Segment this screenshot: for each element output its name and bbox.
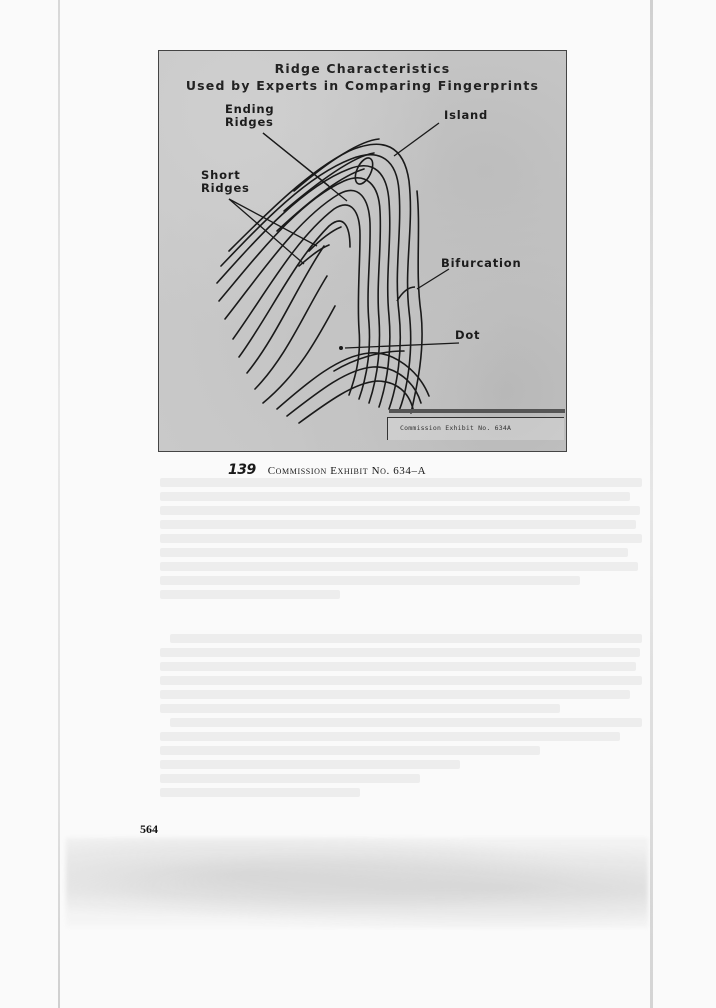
show-through-line xyxy=(160,648,640,657)
show-through-line xyxy=(160,548,628,557)
scan-smudge xyxy=(66,838,648,928)
show-through-line xyxy=(170,718,642,727)
show-through-line xyxy=(160,506,640,515)
exhibit-title-line-1: Ridge Characteristics xyxy=(274,61,451,76)
show-through-line xyxy=(160,478,642,487)
show-through-line xyxy=(170,634,642,643)
pointer-lines xyxy=(229,123,459,348)
show-through-line xyxy=(160,774,420,783)
label-ending-ridges xyxy=(225,103,274,129)
page-number: 564 xyxy=(140,822,158,836)
page-edge-right xyxy=(650,0,653,1008)
label-short-ridges-line-1: Short xyxy=(201,168,241,182)
page-edge-left xyxy=(58,0,60,1008)
show-through-line xyxy=(160,676,642,685)
show-through-line xyxy=(160,576,580,585)
ridge-line xyxy=(255,276,327,389)
ridge-line xyxy=(217,166,390,407)
pointer-short-ridges-2 xyxy=(229,199,304,264)
show-through-line xyxy=(160,520,636,529)
exhibit-stamp-text: Commission Exhibit No. 634A xyxy=(400,424,512,432)
show-through-line xyxy=(160,746,540,755)
bifurcation-ridge xyxy=(397,287,415,301)
show-through-region-top xyxy=(160,470,642,610)
fingerprint-ridge-drawing xyxy=(159,51,566,451)
show-through-line xyxy=(160,788,360,797)
exhibit-stamp xyxy=(387,417,564,440)
show-through-line xyxy=(160,534,642,543)
show-through-line xyxy=(160,562,638,571)
label-short-ridges-line-2: Ridges xyxy=(201,181,250,195)
label-bifurcation: Bifurcation xyxy=(441,256,522,270)
label-ending-ridges-line-1: Ending xyxy=(225,102,275,116)
stamp-rule xyxy=(389,409,565,413)
label-dot: Dot xyxy=(455,328,481,342)
show-through-line xyxy=(160,662,636,671)
show-through-region-bottom xyxy=(160,630,642,820)
dot-ridge xyxy=(339,346,343,350)
exhibit-title-line-2: Used by Experts in Comparing Fingerprints xyxy=(185,78,540,93)
label-short-ridges xyxy=(201,169,250,195)
fingerprint-exhibit xyxy=(158,50,567,452)
show-through-line xyxy=(160,690,630,699)
label-ending-ridges-line-2: Ridges xyxy=(225,115,274,129)
handwritten-number: 139 xyxy=(228,462,256,478)
show-through-line xyxy=(160,760,460,769)
show-through-line xyxy=(160,704,560,713)
show-through-line xyxy=(160,492,630,501)
label-island: Island xyxy=(444,108,489,122)
pointer-dot xyxy=(345,343,459,348)
caption-text: Commission Exhibit No. 634–A xyxy=(267,465,427,477)
ridge-line xyxy=(247,246,324,373)
show-through-line xyxy=(160,732,620,741)
exhibit-caption xyxy=(228,462,426,478)
show-through-line xyxy=(160,590,340,599)
pointer-bifurcation xyxy=(417,269,449,289)
pointer-island xyxy=(394,123,439,156)
